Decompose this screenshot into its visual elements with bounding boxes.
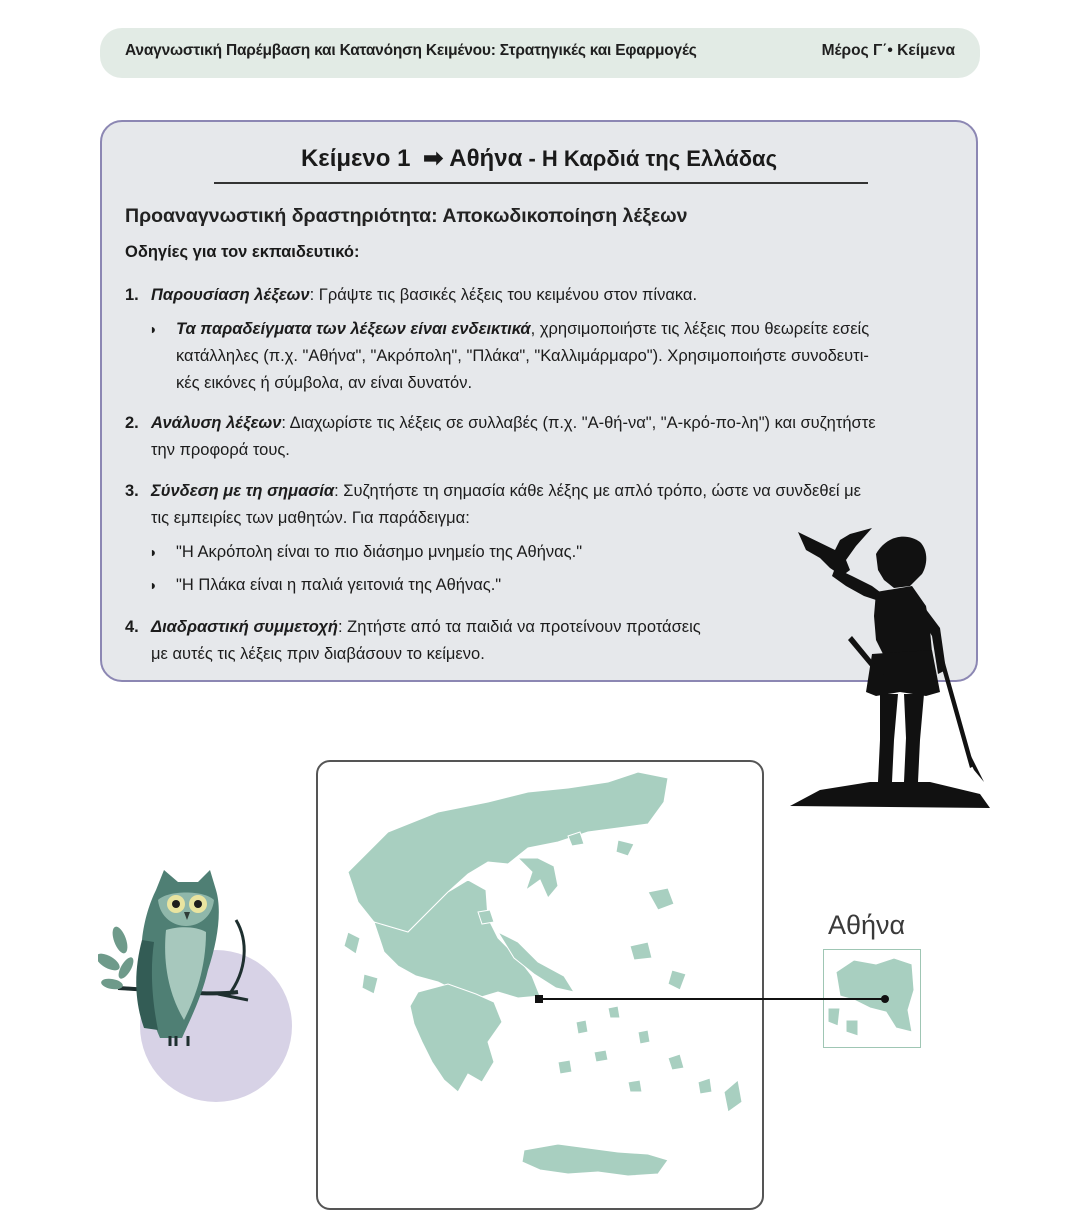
item-text-1: : Ζητήστε από τα παιδιά να προτείνουν προτάσεις	[337, 618, 701, 636]
example-1: "Η Ακρόπολη είναι το πιο διάσημο μνημείο της Αθήνας."	[176, 543, 583, 561]
bullet-text-2: κατάλληλες (π.χ. "Αθήνα", "Ακρόπολη", "Πλάκα", "Καλλιμάρμαρο"). Χρησιμοποιήστε συνοδευτι-	[176, 347, 869, 365]
item-text: : Γράψτε τις βασικές λέξεις του κειμένου στον πίνακα.	[309, 286, 698, 304]
athens-marker	[535, 995, 543, 1003]
item-number: 2.	[125, 414, 139, 432]
item-text-2: την προφορά τους.	[151, 441, 290, 459]
item-label: Παρουσίαση λέξεων	[151, 286, 310, 304]
item-text-2: με αυτές τις λέξεις πριν διαβάσουν το κείμενο.	[151, 645, 485, 663]
athena-silhouette	[780, 520, 995, 815]
bullet-label: Τα παραδείγματα των λέξεων είναι ενδεικτικά	[176, 320, 531, 338]
item-label: Ανάλυση λέξεων	[151, 414, 282, 432]
list-item-4	[125, 614, 825, 668]
list-item-2	[125, 410, 965, 464]
inset-label: Αθήνα	[828, 910, 906, 940]
greece-map-frame	[316, 760, 764, 1210]
example-2: "Η Πλάκα είναι η παλιά γειτονιά της Αθήνας."	[176, 576, 502, 594]
item-text-2: τις εμπειρίες των μαθητών. Για παράδειγμα:	[151, 509, 470, 527]
instructions-heading: Οδηγίες για τον εκπαιδευτικό:	[125, 243, 360, 261]
title-main: Αθήνα	[449, 145, 523, 172]
list-item-1-bullet	[176, 316, 966, 397]
section-title: Προαναγνωστική δραστηριότητα: Αποκωδικοποίηση λέξεων	[125, 205, 688, 227]
part-label: Μέρος Γ΄• Κείμενα	[821, 42, 955, 59]
item-number: 4.	[125, 618, 139, 636]
item-label: Διαδραστική συμμετοχή	[151, 618, 338, 636]
item-text-1: : Διαχωρίστε τις λέξεις σε συλλαβές (π.χ. "Α-θή-να", "Α-κρό-πο-λη") και συζητήστε	[281, 414, 876, 432]
inset-marker	[881, 995, 889, 1003]
connector-line	[538, 998, 885, 1000]
book-title: Αναγνωστική Παρέμβαση και Κατανόηση Κειμένου: Στρατηγικές και Εφαρμογές	[125, 42, 697, 59]
item-text-1: : Συζητήστε τη σημασία κάθε λέξης με απλό τρόπο, ώστε να συνδεθεί με	[334, 482, 862, 500]
title-underline	[214, 182, 868, 184]
owl-illustration	[98, 860, 298, 1110]
bullet-text-3: κές εικόνες ή σύμβολα, αν είναι δυνατόν.	[176, 374, 473, 392]
title-rest: - Η Καρδιά της Ελλάδας	[522, 146, 778, 171]
item-number: 1.	[125, 286, 139, 304]
arrow-icon: ➡	[423, 145, 444, 172]
header-bar	[100, 28, 980, 78]
bullet-text-1: , χρησιμοποιήστε τις λέξεις που θεωρείτε εσείς	[530, 320, 870, 338]
item-label: Σύνδεση με τη σημασία	[151, 482, 335, 500]
title-prefix: Κείμενο 1	[300, 145, 411, 172]
item-number: 3.	[125, 482, 139, 500]
bullet-icon: ◗	[149, 321, 158, 337]
bullet-icon: ◗	[149, 544, 158, 560]
list-item-1	[125, 282, 965, 309]
page-title	[102, 144, 976, 173]
bullet-icon: ◗	[149, 577, 158, 593]
greece-map	[318, 762, 762, 1208]
